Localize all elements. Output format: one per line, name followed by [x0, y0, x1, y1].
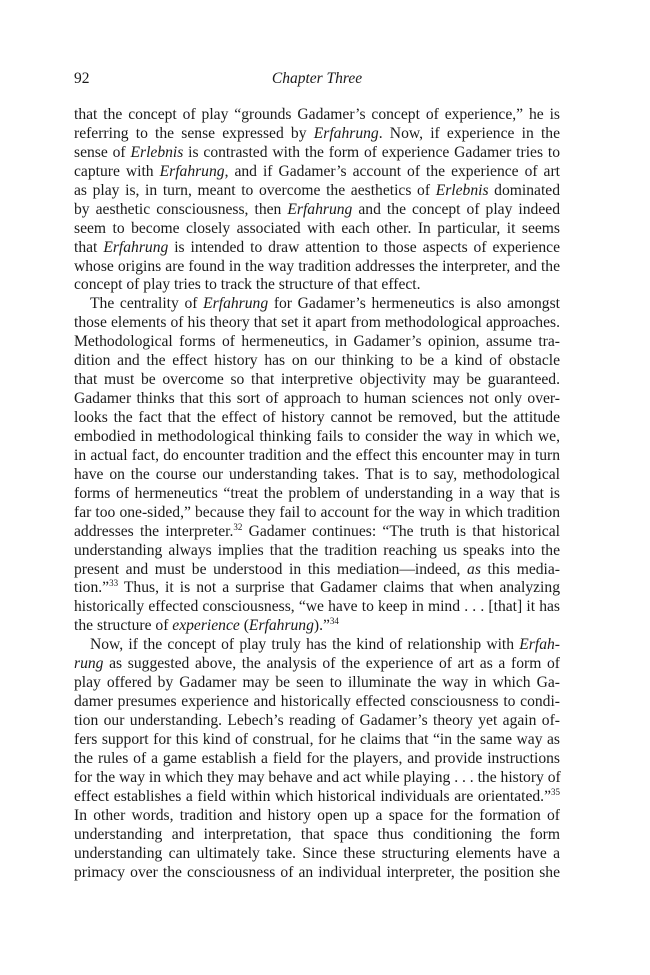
footnote-marker: 32 [233, 521, 243, 532]
text-line: as play is, in turn, meant to overcome the aesthetics of Erlebnis dominated [74, 181, 560, 199]
text-line: primacy over the consciousness of an individual interpreter, the position she [74, 863, 560, 881]
italic-term: as [467, 560, 481, 578]
text-line: tion our understanding. Lebech’s reading of Gadamer’s theory yet again of- [74, 712, 560, 729]
text-line: for the way in which they may behave and act while playing . . . the history of [74, 768, 561, 786]
text-line: looks the fact that the effect of history cannot be removed, but the attitude [74, 409, 560, 426]
text-line: concept of play tries to track the structure of that effect. [74, 276, 421, 294]
text-line: the structure of experience (Erfahrung).”$^{34}$ [74, 616, 339, 635]
text-line: present and must be understood in this mediation—indeed, as this media- [74, 560, 560, 578]
text-line: that Erfahrung is intended to draw attention to those aspects of experience [74, 238, 560, 256]
text-line: that must be overcome so that interpretive objectivity may be guaranteed. [74, 371, 560, 389]
running-head: Chapter Three [271, 70, 363, 87]
text-line: understanding can ultimately take. Since these structuring elements have a [74, 844, 560, 862]
text-line: whose origins are found in the way tradition addresses the interpreter, and the [74, 257, 560, 275]
text-line: rung as suggested above, the analysis of the experience of art as a form of [74, 655, 560, 673]
footnote-marker: 34 [329, 616, 339, 627]
text-line: the rules of a game establish a field for the players, and provide instructions [74, 749, 560, 767]
text-line: capture with Erfahrung, and if Gadamer’s account of the experience of art [74, 162, 561, 180]
italic-term: rung [74, 655, 104, 673]
italic-term: Erlebnis [130, 143, 184, 161]
text-line: by aesthetic consciousness, then Erfahrung and the concept of play indeed [74, 200, 560, 218]
page-number: 92 [74, 70, 90, 87]
text-line: historically effected consciousness, “we have to keep in mind . . . [that] it has [74, 598, 560, 616]
page-header [74, 70, 560, 90]
text-line: In other words, tradition and history open up a space for the formation of [74, 806, 560, 824]
text-line: Methodological forms of hermeneutics, in Gadamer’s opinion, assume tra- [74, 333, 560, 351]
italic-term: Erfahrung [248, 617, 314, 635]
text-line: understanding and interpretation, that space thus conditioning the form [74, 825, 560, 843]
text-line: addresses the interpreter.$^{32}$ Gadamer continues: “The truth is that historical [74, 521, 560, 540]
text-line: Gadamer thinks that this sort of approach to human sciences not only over- [74, 390, 560, 408]
text-line: play offered by Gadamer may be seen to illuminate the way in which Ga- [74, 674, 560, 692]
italic-term: Erfahrung [313, 124, 379, 142]
text-line: those elements of his theory that set it apart from methodological approaches. [74, 314, 560, 332]
text-line: tion.”$^{33}$ Thus, it is not a surprise that Gadamer claims that when analyzing [74, 578, 560, 597]
italic-term: experience [172, 617, 240, 635]
text-line: that the concept of play “grounds Gadamer’s concept of experience,” he is [74, 106, 560, 123]
text-line: forms of hermeneutics “treat the problem of understanding in a way that is [74, 484, 560, 502]
italic-term: Erfahrung [159, 162, 225, 180]
text-line: fers support for this kind of construal, for he claims that “in the same way as [74, 730, 560, 748]
text-line: damer presumes experience and historically effected consciousness to condi- [74, 693, 560, 711]
text-line: understanding always implies that the tradition reaching us speaks into the [74, 541, 560, 559]
text-line: have on the course our understanding takes. That is to say, methodological [74, 465, 560, 483]
text-line: in actual fact, do encounter tradition and the effect this encounter may in turn [74, 446, 560, 464]
italic-term: Erfahrung [103, 238, 169, 256]
italic-term: Erlebnis [435, 181, 489, 199]
text-line: referring to the sense expressed by Erfahrung. Now, if experience in the [74, 124, 561, 142]
text-line: sense of Erlebnis is contrasted with the form of experience Gadamer tries to [74, 143, 560, 161]
italic-term: Erfahrung [287, 200, 353, 218]
italic-term: Erfah- [519, 636, 560, 654]
text-line: far too one-sided,” because they fail to account for the way in which tradition [74, 503, 560, 521]
text-line: effect establishes a field within which historical individuals are orientated.”$^{35}$ [74, 786, 560, 805]
text-line: embodied in methodological thinking fails to consider the way in which we, [74, 427, 560, 445]
body-text [74, 106, 560, 882]
text-line: dition and the effect history has on our thinking to be a kind of obstacle [74, 352, 560, 370]
text-line: seem to become closely associated with each other. In particular, it seems [74, 219, 560, 237]
italic-term: Erfahrung [203, 295, 269, 313]
text-line: The centrality of Erfahrung for Gadamer’s hermeneutics is also amongst [90, 295, 560, 313]
footnote-marker: 33 [109, 578, 119, 589]
text-line: Now, if the concept of play truly has the kind of relationship with Erfah- [90, 636, 560, 654]
footnote-marker: 35 [551, 786, 560, 797]
